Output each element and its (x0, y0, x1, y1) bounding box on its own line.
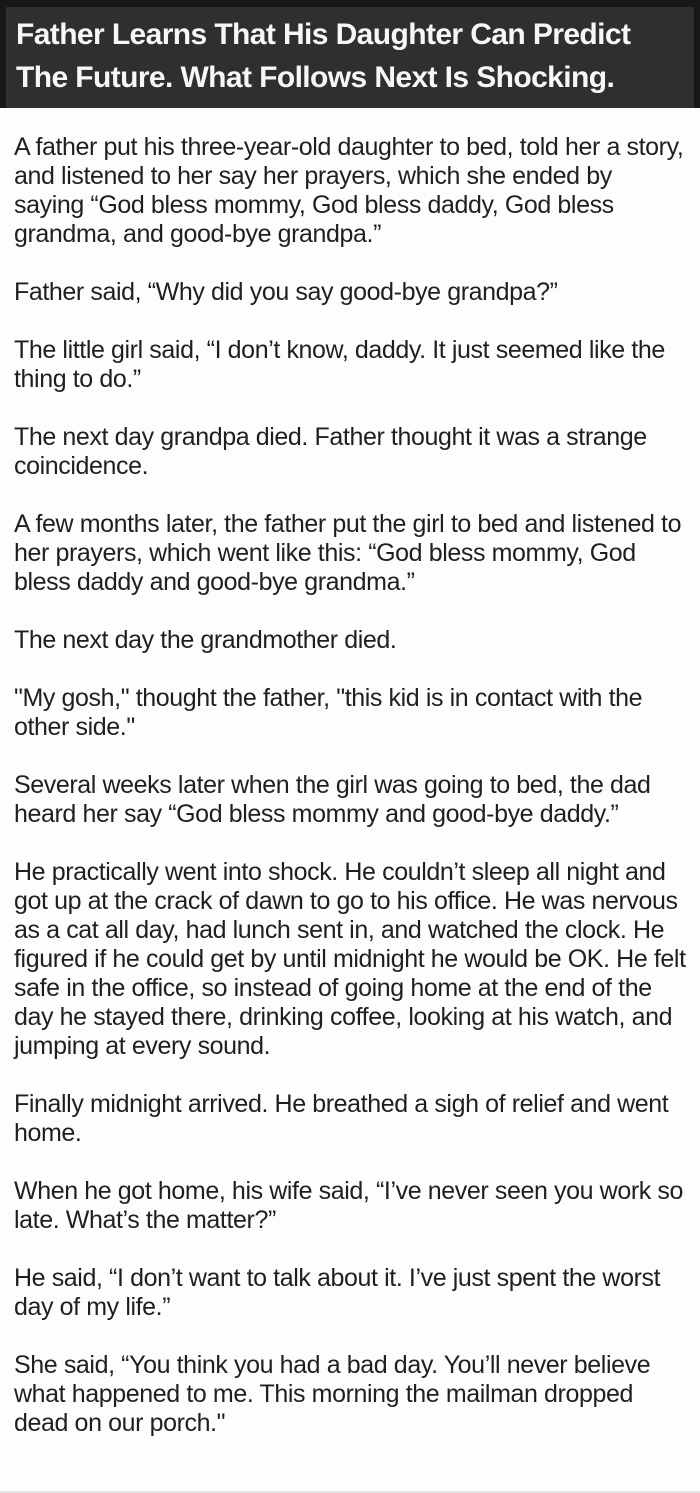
story-paragraph: Father said, “Why did you say good-bye grandpa?” (14, 278, 558, 306)
story-paragraph: The little girl said, “I don’t know, daddy. It just seemed like the thing to do.” (14, 336, 665, 393)
story-paragraph: The next day grandpa died. Father thought it was a strange coincidence. (14, 423, 647, 480)
story-paragraph: She said, “You think you had a bad day. You’ll never believe what happened to me. This morning the mailman dropped dead on our porch." (14, 1351, 651, 1437)
story-paragraph: A few months later, the father put the girl to bed and listened to her prayers, which went like this: “God bless mommy, God bless daddy and good-bye grandma.” (14, 510, 682, 596)
story-paragraph: Finally midnight arrived. He breathed a sigh of relief and went home. (14, 1090, 669, 1147)
story-body (0, 108, 700, 1438)
story-paragraph: He practically went into shock. He couldn’t sleep all night and got up at the crack of dawn to go to his office. He was nervous as a cat all day, had lunch sent in, and watched the clock. He figured if he could get by until midnight he would be OK. He felt safe in the office, so instead of going home at the end of the day he stayed there, drinking coffee, looking at his watch, and jumping at every sound. (14, 858, 686, 1060)
title-line-2: The Future. What Follows Next Is Shocking. (16, 60, 615, 94)
title-banner (0, 0, 700, 108)
story-paragraph: The next day the grandmother died. (14, 626, 397, 654)
title-line-1: Father Learns That His Daughter Can Predict (16, 17, 631, 51)
story-paragraph: "My gosh," thought the father, "this kid is in contact with the other side." (14, 684, 643, 741)
story-paragraph: A father put his three-year-old daughter to bed, told her a story, and listened to her say her prayers, which she ended by saying “God bless mommy, God bless daddy, God bless grandma, and good-bye grandpa.” (14, 133, 684, 248)
story-paragraph: He said, “I don’t want to talk about it. I’ve just spent the worst day of my life.” (14, 1264, 661, 1321)
story-paragraph: When he got home, his wife said, “I’ve never seen you work so late. What’s the matter?” (14, 1177, 683, 1234)
story-paragraph: Several weeks later when the girl was going to bed, the dad heard her say “God bless mommy and good-bye daddy.” (14, 771, 651, 828)
